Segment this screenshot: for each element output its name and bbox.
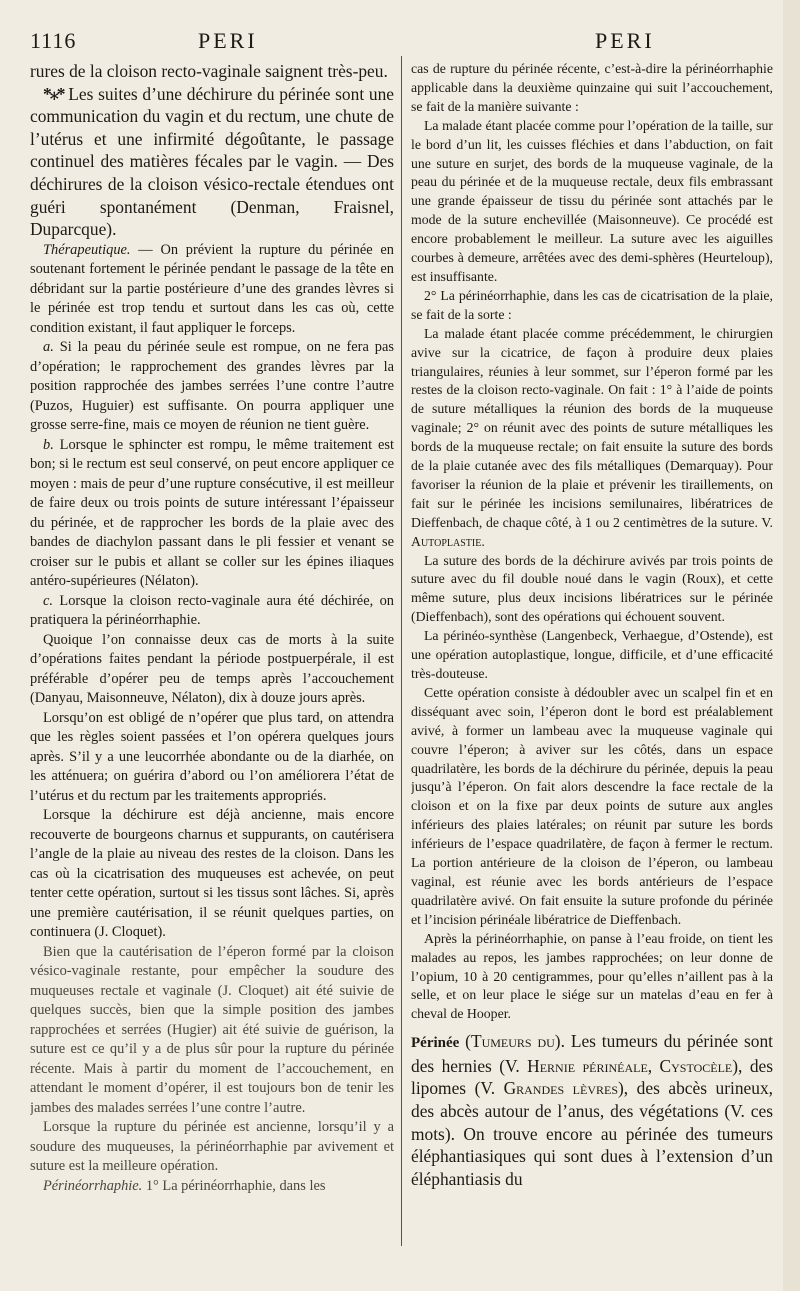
paragraph-text: 1° La périnéorrhaphie, dans les [142, 1177, 326, 1194]
item-label: b. [43, 436, 54, 453]
entry-headword: Périnée [411, 1035, 460, 1052]
paragraph: Bien que la cautérisation de l’éperon formé par la cloison vésico-vaginale restante, pour empêcher la soudure des muqueuses rectale et vaginale (J. Cloquet) ait été suivie de quelques succès, bien que la simple position des jambes rapprochées et serrées (Hugier) ait été suivie de guérison, la suture est ce qu’il y a de plus sûr pour la rupture du périnée récente. Mais à partir du moment de l’accouchement, en attendant le moment d’opérer, il est toujours bon de tenir les jambes des malades serrées l’une contre l’autre. [30, 943, 394, 1116]
paragraph: La périnéo-synthèse (Langenbeck, Verhaegue, d’Ostende), est une opération autoplastique, longue, difficile, et d’une efficacité très-douteuse. [411, 628, 773, 681]
cross-reference: Hernie périnéale, Cystocèle [527, 1055, 733, 1076]
paragraph [30, 1177, 394, 1197]
paragraph-text: La malade étant placée comme précédemment, le chirurgien avive sur la cicatrice, de façon à produire deux plaies triangulaires, réunies à leur sommet, sur l’éperon formé par les restes de la cloison recto-vaginale. On fait : 1° à l’aide de points de suture métalliques la réunion des bords de la muqueuse vaginale; 2° on réunit avec des points de suture métalliques les bords de la muqueuse rectale; on fait ensuite la suture des bords de la plaie cutanée avec des fils métalliques (Demarquay). Pour favoriser la réunion de la plaie et prévenir les tiraillements, on fait sur le périnée les incisions semilunaires, libératrices de Dieffenbach, de chaque côté, à 1 ou 2 centimètres de la suture. V. [411, 325, 773, 530]
paragraph [30, 241, 394, 339]
item-label: a. [43, 339, 54, 356]
entry-subtitle: (Tumeurs du). [459, 1031, 565, 1052]
paragraph [30, 592, 394, 631]
paragraph: La malade étant placée comme pour l’opération de la taille, sur le bord d’un lit, les cuisses fléchies et dans l’abduction, on fait une suture en surjet, des bords de la muqueuse vaginale, de la peau du périnée et de la muqueuse rectale, deux fils embrassant une grande épaisseur de tissu du périnée sont attachés par le mode de la suture enchevillée (Maisonneuve). Ce procédé est encore probablement le meilleur. La suture avec les aiguilles courbes à demeure, arrêtées avec des demi-sphères (Heurteloup), est insuffisante. [411, 117, 773, 284]
paragraph: Quoique l’on connaisse deux cas de morts à la suite d’opérations faites pendant la période postpuerpérale, il est préférable d’opérer peu de temps après l’accouchement (Danyau, Maisonneuve, Nélaton), dix à douze jours après. [30, 631, 394, 707]
cross-reference: Autoplastie. [411, 533, 485, 549]
item-label: c. [43, 592, 53, 609]
page-number: 1116 [30, 28, 77, 53]
asterism: *⁎* [43, 83, 64, 104]
paragraph [30, 83, 394, 241]
running-head-left: PERI [198, 28, 258, 53]
running-head-right: PERI [595, 28, 655, 53]
right-column [411, 60, 773, 1268]
page-header [30, 28, 782, 56]
paragraph: rures de la cloison recto-vaginale saignent très-peu. [30, 61, 388, 81]
paragraph-text: Lorsque le sphincter est rompu, le même traitement est bon; si le rectum est seul conservé, on peut encore appliquer ce moyen : mais de peur d’une rupture consécutive, il est meilleur de faire deux ou trois points de suture intéressant l’épaisseur du périnée, et de rapprocher les bords de la plaie avec des bandes de diachylon passant dans le pli fessier et venant se croiser sur le pubis et allant se coller sur les épines iliaques antéro-supérieures (Nélaton). [30, 436, 394, 590]
paragraph-text: Si la peau du périnée seule est rompue, on ne fera pas d’opération; le rapprochement des grandes lèvres par la position rapprochée des jambes serrées l’une contre l’autre (Puzos, Huguier) est suffisante. On pourra appliquer une grosse serre-fine, mais ce moyen de réunion ne tient guère. [30, 339, 394, 434]
paragraph: Lorsque la rupture du périnée est ancienne, lorsqu’il y a soudure des muqueuses, la périnéorrhaphie par avivement et suture est la meilleure opération. [30, 1119, 394, 1175]
paragraph: cas de rupture du périnée récente, c’est-à-dire la périnéorrhaphie applicable dans la deuxième quinzaine qui suit l’accouchement, se fait de la manière suivante : [411, 61, 773, 114]
page-margin-edge [783, 0, 800, 1291]
paragraph: La suture des bords de la déchirure avivés par trois points de suture avec du fil double noué dans le vagin (Roux), et cette même suture, plus deux incisions libératrices sur le périnée (Dieffenbach), sont des opérations qui échouent souvent. [411, 552, 773, 625]
paragraph-text: ), des abcès urineux, des abcès autour de l’anus, des végétations (V. ces mots). On trouve encore au périnée des tumeurs éléphantiasiques qui sont dues à l’extension d’un éléphantiasis du [411, 1078, 773, 1189]
paragraph: Lorsque la déchirure est déjà ancienne, mais encore recouverte de bourgeons charnus et suppurants, on cautérisera l’angle de la plaie au niveau des restes de la cloison. Dans les cas où la cicatrisation des muqueuses est achevée, on peut tenter cette opération, surtout si les tissus sont lâches. Si, après une première cautérisation, il se réunit quelques parties, on continuera (J. Cloquet). [30, 807, 394, 941]
column-divider [401, 56, 402, 1246]
paragraph [411, 325, 773, 552]
paragraph-text: Les suites d’une déchirure du périnée sont une communication du vagin et du rectum, une chute de l’utérus et une infirmité dégoûtante, le passage continuel des matières fécales par le vagin. — Des déchirures de la cloison vésico-rectale étendues ont guéri spontanément (Denman, Fraisnel, Duparcque). [30, 83, 394, 240]
dictionary-entry [411, 1030, 773, 1190]
left-column [30, 60, 394, 1268]
paragraph-text: Lorsque la cloison recto-vaginale aura été déchirée, on pratiquera la périnéorrhaphie. [30, 592, 394, 629]
paragraph-text: — On prévient la rupture du périnée en soutenant fortement le périnée pendant le passage de la tête en débridant sur la partie postérieure d’une des grandes lèvres si le périnée est trop tendu et surtout dans les cas où, cette condition existant, il faut appliquer le forceps. [30, 241, 394, 336]
paragraph: Cette opération consiste à dédoubler avec un scalpel fin et en disséquant avec soin, l’éperon dont le bord est préalablement avivé, à former un lambeau avec la muqueuse vaginale qui couvre l’éperon; à aviver sur les côtés, dans un espace quadrilatère, les bords de la déchirure du périnée, depuis la peau jusqu’à l’éperon. On fait alors descendre la face rectale de la cloison et on la fixe par deux points de suture aux angles inférieurs des plaies latérales; on réunit par suture les bords inférieurs de l’espace quadrilatère, de façon à fermer le rectum. La portion antérieure de la cloison de l’éperon, ou lambeau vaginal, est réunie avec les bords antérieurs de l’espace quadrilatère avivé. On fait ensuite la suture profonde du périnée et l’incision périnéale libératrice de Dieffenbach. [411, 684, 773, 927]
paragraph-text: ), des lipomes (V. [411, 1055, 773, 1099]
cross-reference: Grandes lèvres [503, 1078, 619, 1099]
paragraph [30, 436, 394, 592]
section-label: Périnéorrhaphie. [43, 1177, 143, 1194]
paragraph: Lorsqu’on est obligé de n’opérer que plus tard, on attendra que les règles soient passées et l’on opérera quelques jours après. S’il y a une leucorrhée abondante ou de la diarhée, on les atténuera; on guérira d’abord ou l’on améliorera l’état de l’utérus et du rectum par les traitements appropriés. [30, 709, 394, 804]
paragraph: 2° La périnéorrhaphie, dans les cas de cicatrisation de la plaie, se fait de la sorte : [411, 287, 773, 322]
section-label: Thérapeutique. [43, 241, 131, 258]
paragraph: Après la périnéorrhaphie, on panse à l’eau froide, on tient les malades au repos, les jambes rapprochées; on leur donne de l’opium, 10 à 20 centigrammes, pour qu’elles n’aillent pas à la selle, et on leur place le siége sur un matelas d’eau en fer à cheval de Hooper. [411, 930, 773, 1022]
paragraph-text: Les tumeurs du périnée sont des hernies (V. [411, 1031, 773, 1076]
paragraph [30, 338, 394, 436]
